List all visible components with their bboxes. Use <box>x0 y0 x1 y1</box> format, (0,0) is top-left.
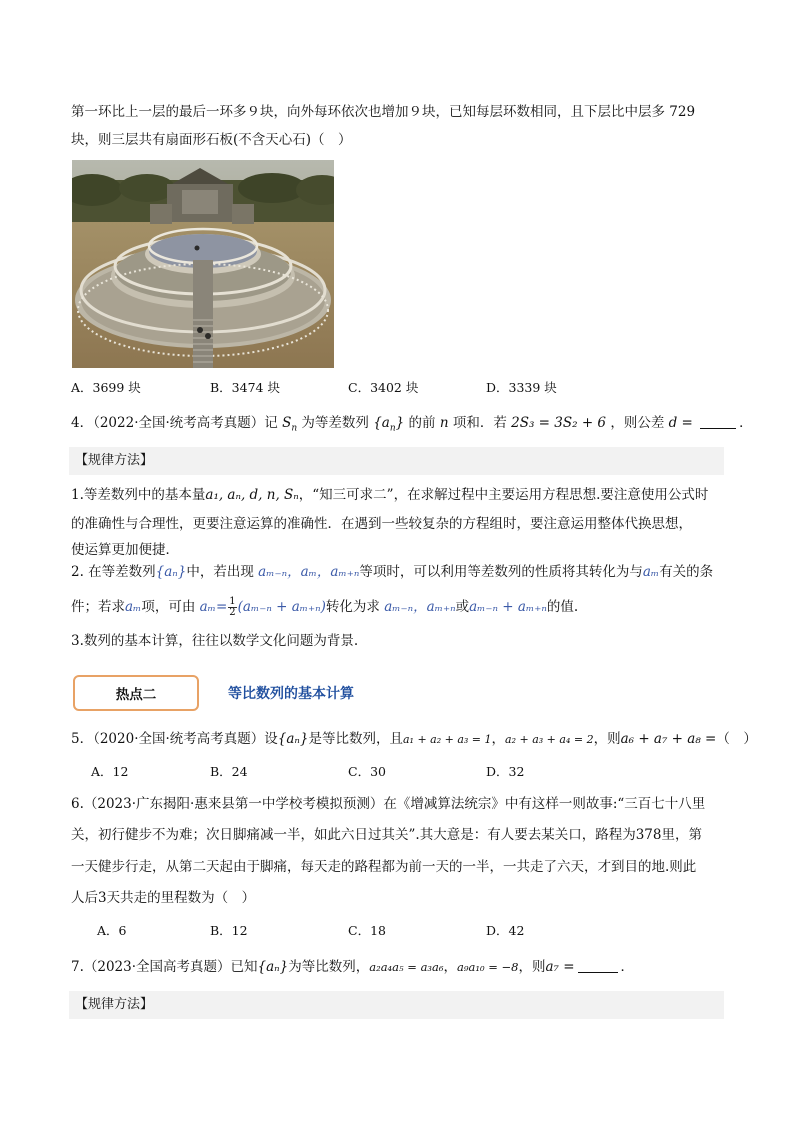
answer-blank[interactable] <box>578 960 618 973</box>
math-seq: {aₙ} <box>155 564 187 580</box>
option-a[interactable]: A．12 <box>91 764 129 779</box>
math-equation: a₂ + a₃ + a₄ = 2 <box>505 733 594 746</box>
option-b[interactable]: B．12 <box>210 923 248 938</box>
question-text: 6.（2023·广东揭阳·惠来县第一中学校考模拟预测）在《增减算法统宗》中有这样一则故事:“三百七十八里 <box>71 796 706 812</box>
rule-text <box>71 486 708 504</box>
rule-text: 的准确性与合理性，更要注意运算的准确性．在遇到一些较复杂的方程组时，要注意运用整体代换思想， <box>71 516 692 532</box>
rule-text <box>71 597 578 618</box>
temple-photo <box>72 160 334 368</box>
option-a[interactable]: A．3699 块 <box>71 380 141 395</box>
option-d[interactable]: D．32 <box>486 764 525 779</box>
fraction-denominator: 2 <box>229 607 236 618</box>
rule-text: 件；若求 <box>71 599 125 615</box>
question-text: 一天健步行走，从第二天起由于脚痛，每天走的路程都为前一天的一半，一共走了六天，才到目的地.则此 <box>71 859 697 875</box>
rule-text: 等项时，可以利用等差数列的性质将其转化为与 <box>359 564 643 580</box>
question-text: 关，初行健步不为难；次日脚痛减一半，如此六日过其关”.其大意是：有人要去某关口，路程为378里，第 <box>71 827 702 843</box>
math-vars: a₁, aₙ, d, n, Sₙ <box>205 487 299 503</box>
question-source: 7.（2023·全国高考真题）已知 <box>71 959 258 975</box>
fraction-half <box>228 597 236 618</box>
answer-options <box>71 378 731 396</box>
rule-text: 项，可由 <box>141 599 196 615</box>
question-text: 第一环比上一层的最后一环多９块，向外每环依次也增加９块，已知每层环数相同，且下层比中层多 729 <box>71 104 696 120</box>
hot-point-badge: 热点二 <box>73 675 199 711</box>
option-c[interactable]: C．30 <box>348 764 386 779</box>
option-d[interactable]: D．3339 块 <box>486 380 557 395</box>
math-equation: 2S₃ = 3S₂ + 6 <box>511 415 607 431</box>
question-text: 人后3天共走的里程数为（ ） <box>71 890 256 906</box>
rule-method-header: 【规律方法】 <box>69 447 724 475</box>
math-n: n <box>439 415 449 431</box>
question-4 <box>71 414 753 438</box>
fraction-numerator: 1 <box>229 596 236 607</box>
math-equation: a₉a₁₀ = −8 <box>457 960 519 974</box>
math-am: aₘ <box>199 599 216 615</box>
option-b[interactable]: B．3474 块 <box>210 380 280 395</box>
answer-options <box>97 921 737 939</box>
question-source: 5．（2020·全国·统考高考真题）设 <box>71 731 278 747</box>
math-seq: {aₙ} <box>257 959 289 975</box>
question-text: 为等比数列， <box>288 959 370 975</box>
option-c[interactable]: C．18 <box>348 923 386 938</box>
question-text: 块，则三层共有扇面形石板(不含天心石)（ ） <box>71 132 352 148</box>
rule-text: 或 <box>455 599 470 615</box>
option-b[interactable]: B．24 <box>210 764 248 779</box>
question-text: ，则公差 <box>610 415 665 431</box>
rule-text: 有关的条 <box>659 564 714 580</box>
question-text: 为等差数列 <box>301 415 369 431</box>
math-seq: $\{a_n\}$ <box>373 415 405 434</box>
rule-text: 的值. <box>546 599 579 615</box>
math-equation: a₆ + a₇ + a₈ = <box>620 731 717 747</box>
section-title: 等比数列的基本计算 <box>228 686 354 702</box>
rule-text: ，“知三可求二”，在求解过程中主要运用方程思想.要注意使用公式时 <box>298 487 709 503</box>
rule-text: 中，若出现 <box>186 564 254 580</box>
answer-blank[interactable] <box>700 416 736 429</box>
math-terms: aₘ₋ₙ，aₘ，aₘ₊ₙ <box>258 564 360 580</box>
question-text: 项和．若 <box>452 415 507 431</box>
option-d[interactable]: D．42 <box>486 923 525 938</box>
math-equation: a₇ = <box>545 959 575 975</box>
rule-text: 1.等差数列中的基本量 <box>71 487 206 503</box>
answer-options <box>91 762 731 780</box>
question-source: 4．（2022·全国·统考高考真题）记 <box>71 415 278 431</box>
question-5: 5．（2020·全国·统考高考真题）设{aₙ}是等比数列，且a₁ + a₂ + a₃ = 1，a₂ + a₃ + a₄ = 2，则a₆ + a₇ + a₈ =（ ） <box>71 731 757 747</box>
question-text: ． <box>620 959 635 975</box>
math-equals: = <box>215 599 228 615</box>
math-expression: (aₘ₋ₙ + aₘ₊ₙ) <box>237 599 326 615</box>
math-am: aₘ <box>642 564 660 580</box>
math-sn: $S_n$ <box>282 415 298 434</box>
question-text: 是等比数列，且 <box>308 731 403 747</box>
rule-text: 转化为求 <box>325 599 380 615</box>
question-text: ． <box>739 415 753 431</box>
math-equation: a₂a₄a₅ = a₃a₆ <box>369 960 444 974</box>
question-text: （ ） <box>716 731 757 747</box>
rule-text: 2. 在等差数列 <box>71 564 156 580</box>
question-text: 的前 <box>408 415 436 431</box>
question-7: 7.（2023·全国高考真题）已知{aₙ}为等比数列，a₂a₄a₅ = a₃a₆，a₉a₁₀ = −8，则a₇ = ． <box>71 959 635 975</box>
math-terms: aₘ₋ₙ，aₘ₊ₙ <box>384 599 456 615</box>
temple-illustration <box>72 160 334 368</box>
math-equation: a₁ + a₂ + a₃ = 1 <box>402 733 492 746</box>
math-am: aₘ <box>125 599 142 615</box>
question-text: ，则 <box>518 959 546 975</box>
math-expression: aₘ₋ₙ + aₘ₊ₙ <box>469 599 547 615</box>
math-d: d = <box>668 415 693 431</box>
rule-method-header: 【规律方法】 <box>69 991 724 1019</box>
question-text: ，则 <box>593 731 621 747</box>
rule-text: 3.数列的基本计算，往往以数学文化问题为背景. <box>71 633 359 649</box>
rule-text: 使运算更加便捷． <box>71 542 179 558</box>
rule-text <box>71 563 713 581</box>
option-a[interactable]: A．6 <box>97 923 127 938</box>
option-c[interactable]: C．3402 块 <box>348 380 419 395</box>
math-seq: {aₙ} <box>277 731 309 747</box>
